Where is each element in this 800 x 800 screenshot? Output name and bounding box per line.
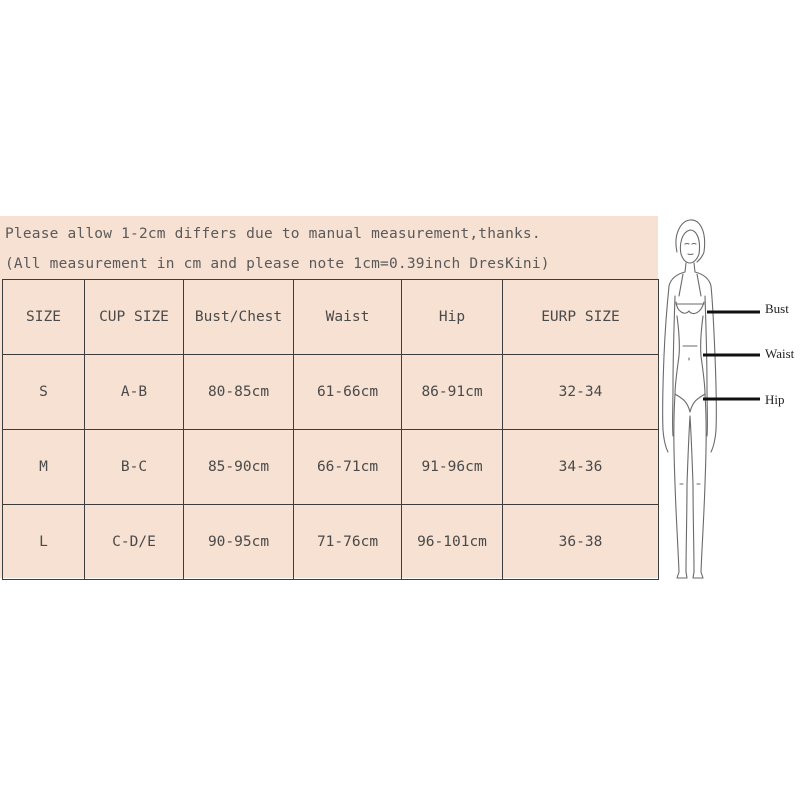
header-waist: Waist — [294, 280, 402, 355]
table-row — [3, 505, 659, 580]
size-table — [2, 279, 659, 580]
waist-label: Waist — [765, 346, 795, 361]
cell-hip: 96-101cm — [402, 505, 503, 580]
header-size: SIZE — [3, 280, 85, 355]
cell-cup-size: A-B — [85, 355, 184, 430]
hip-label: Hip — [765, 392, 785, 407]
cell-hip: 86-91cm — [402, 355, 503, 430]
bust-label: Bust — [765, 301, 789, 316]
cell-eurp-size: 32-34 — [503, 355, 659, 430]
cell-cup-size: B-C — [85, 430, 184, 505]
cell-bust-chest: 90-95cm — [184, 505, 294, 580]
cell-size: S — [3, 355, 85, 430]
table-row — [3, 430, 659, 505]
header-hip: Hip — [402, 280, 503, 355]
header-row — [3, 280, 659, 355]
cell-bust-chest: 85-90cm — [184, 430, 294, 505]
cell-cup-size: C-D/E — [85, 505, 184, 580]
cell-waist: 66-71cm — [294, 430, 402, 505]
cell-eurp-size: 36-38 — [503, 505, 659, 580]
measurement-note: Please allow 1-2cm differs due to manual measurement,thanks. — [5, 226, 541, 242]
cell-size: M — [3, 430, 85, 505]
cell-waist: 71-76cm — [294, 505, 402, 580]
cell-size: L — [3, 505, 85, 580]
table-row — [3, 355, 659, 430]
body-measurement-figure — [659, 216, 800, 588]
cell-hip: 91-96cm — [402, 430, 503, 505]
header-bust-chest: Bust/Chest — [184, 280, 294, 355]
cell-eurp-size: 34-36 — [503, 430, 659, 505]
cell-bust-chest: 80-85cm — [184, 355, 294, 430]
header-cup-size: CUP SIZE — [85, 280, 184, 355]
cell-waist: 61-66cm — [294, 355, 402, 430]
conversion-note: (All measurement in cm and please note 1cm=0.39inch DresKini) — [5, 256, 550, 272]
header-eurp-size: EURP SIZE — [503, 280, 659, 355]
